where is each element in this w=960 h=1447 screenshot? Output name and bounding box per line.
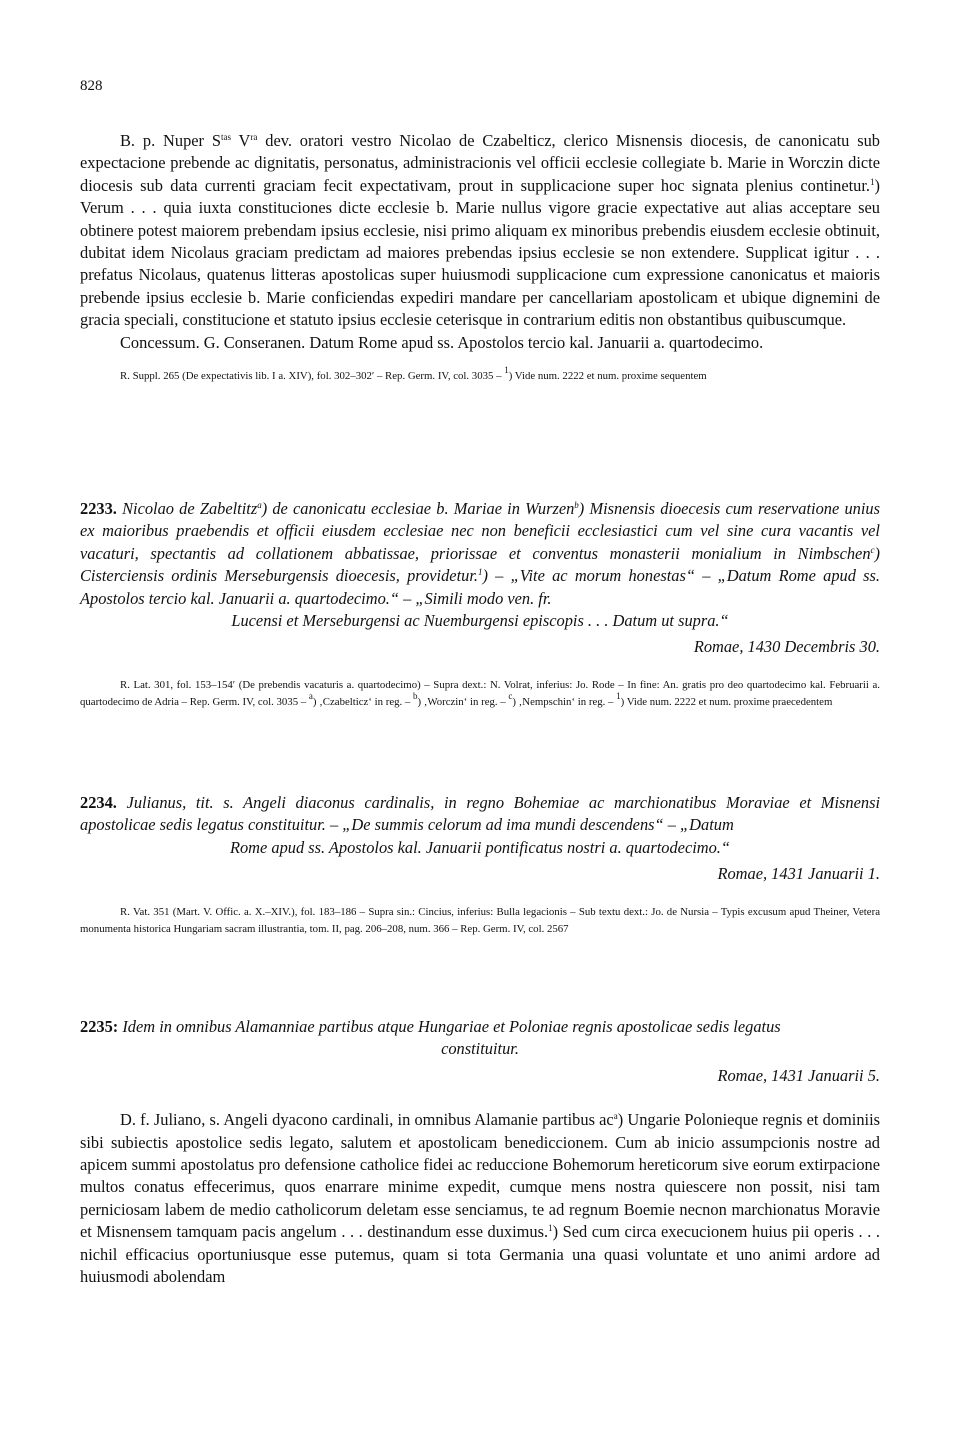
entry-2233-date: Romae, 1430 Decembris 30. — [693, 637, 880, 657]
entry-2234-footnote: R. Vat. 351 (Mart. V. Offic. a. X.–XIV.), fol. 183–186 – Supra sin.: Cincius, inferius: Bulla legacionis – Sub textu dext.: Jo. de Nursia – Typis excusum apud Theiner, Vetera monumenta historica Hungariam sacram illustrantia, tom. II, pag. 206–208, num. 366 – Rep. Germ. IV, col. 2567 — [80, 905, 880, 935]
entry-2235-date: Romae, 1431 Januarii 5. — [717, 1065, 880, 1085]
entry-2235-paragraph: D. f. Juliano, s. Angeli dyacono cardinali, in omnibus Alamanie partibus $ac^a$) Ungarie Polonieque regnis et dominiis sibi subiectis apostolice sedis legato, salutem et apostolicam benediccionem. Cum ab inicio assumpcionis nostre ad apicem summi apostolatus pro defensione catholice fidei ac reduccione Bohemorum hereticorum sive eorum extirpacione multos conatus effecerimus, quos enarrare minime expedit, cumque mens nostra quiescere non possit, nisi tam perniciosam labem de medio catholicorum deletam esse senciamus, te ad regnum Boemie necnon marchionatus Moravie et Misnensem tamquam pacis angelum . . . destinandum esse duximus.$^1$) Sed cum circa execucionem huius pii operis . . . nichil efficacius oportuniusque esse putemus, quam si tota Germania una quasi voluntate et uno animi ardore ad huiusmodi abolendam — [80, 1110, 881, 1287]
entry-2234-heading-end: Rome apud ss. Apostolos kal. Januarii pontificatus nostri a. quartodecimo.“ — [229, 837, 731, 857]
entry-2233-heading-end: Lucensi et Merseburgensi ac Nuemburgensi episcopis . . . Datum ut supra.“ — [231, 611, 729, 631]
entry-number: 2235: — [80, 1017, 119, 1036]
entry-2235-heading-end: constituitur. — [441, 1039, 519, 1059]
entry-number: 2234. — [80, 793, 117, 812]
page-number: 828 — [80, 78, 103, 94]
entry-2233 — [80, 498, 880, 711]
entry-2233-heading: 2233. Nicolao de Zabeltitz$^a$) de canonicatu ecclesiae b. Mariae in Wurzen$^b$) Misnensis dioecesis cum reservatione unius ex maioribus praebendis et officii eiusdem ecclesiae nec non beneficii ecclesiastici cum vel sine cura vacantis vel vacaturi, spectantis ad collationem abbatissae, priorissae et conventus monasterii monialium in Nimbschen$^c$) Cisterciensis ordinis Merseburgensis dioecesis, providetur.$^1$) – „Vite ac morum honestas“ – „Datum Rome apud ss. Apostolos tercio kal. Januarii a. quartodecimo.“ – „Simili modo ven. fr. — [80, 499, 880, 608]
entry-2234 — [80, 792, 880, 938]
concessum-line: Concessum. G. Conseranen. Datum Rome apud ss. Apostolos tercio kal. Januarii a. quartodecimo. — [120, 332, 764, 352]
entry-2234-heading: 2234. Julianus, tit. s. Angeli diaconus cardinalis, in regno Bohemiae ac marchionatibus Moraviae et Misnensi apostolicae sedis legatus constituitur. – „De summis celorum ad ima mundi descendens“ – „Datum — [80, 793, 880, 835]
entry-2235 — [80, 1016, 880, 1288]
supplication-footnote: R. Suppl. 265 (De expectativis lib. I a. XIV), fol. 302–302′ – Rep. Germ. IV, col. 3035 – $^1$) Vide num. 2222 et num. proxime sequentem — [120, 365, 707, 383]
entry-2233-footnote: R. Lat. 301, fol. 153–154′ (De prebendis vacaturis a. quartodecimo) – Supra dext.: N. Volrat, inferius: Jo. Rode – In fine: An. gratis pro deo quartodecimo kal. Februarii a. quartodecimo de Adria – Rep. Germ. IV, col. 3035 – $^a$) ‚Czabelticz‘ in reg. – $^b$) ‚Worczin‘ in reg. – $^c$) ‚Nempschin‘ in reg. – $^1$) Vide num. 2222 et num. proxime praecedentem — [80, 678, 880, 708]
supplication-block — [80, 130, 880, 385]
entry-2234-date: Romae, 1431 Januarii 1. — [717, 864, 880, 884]
supplication-paragraph: B. p. Nuper $S^{tas}$ $V^{ra}$ dev. oratori vestro Nicolao de Czabelticz, clerico Misnensis diocesis, de canonicatu sub expectacione prebende ac dignitatis, personatus, administracionis vel officii ecclesie collegiate b. Marie in Worczin dicte diocesis sub data currenti graciam fecit expectativam, prout in supplicacione super hoc signata plenius continetur.$^1$) Verum . . . quia iuxta constituciones dicte ecclesie b. Marie nullus vigore gracie expectative aut alias acceptare seu obtinere potest maiorem prebendam ipsius ecclesie, nisi primo aliquam ex minoribus prebendis eiusdem ecclesie obtinuit, dubitat idem Nicolaus graciam predictam ad maiores prebendas ipsius ecclesie se non extendere. Supplicat igitur . . . prefatus Nicolaus, quatenus litteras apostolicas super huiusmodi supplicacione cum expressione canonicatus et maioris prebende ipsius ecclesie b. Marie conficiendas expediri mandare per cancellariam apostolicam et ubique dignemini de gracia speciali, constitucione et statuto ipsius ecclesie ceterisque in contrarium editis non obstantibus quibuscumque. — [80, 131, 880, 330]
entry-number: 2233. — [80, 499, 117, 518]
entry-2235-heading: 2235: Idem in omnibus Alamanniae partibus atque Hungariae et Poloniae regnis apostolicae sedis legatus — [80, 1017, 781, 1036]
